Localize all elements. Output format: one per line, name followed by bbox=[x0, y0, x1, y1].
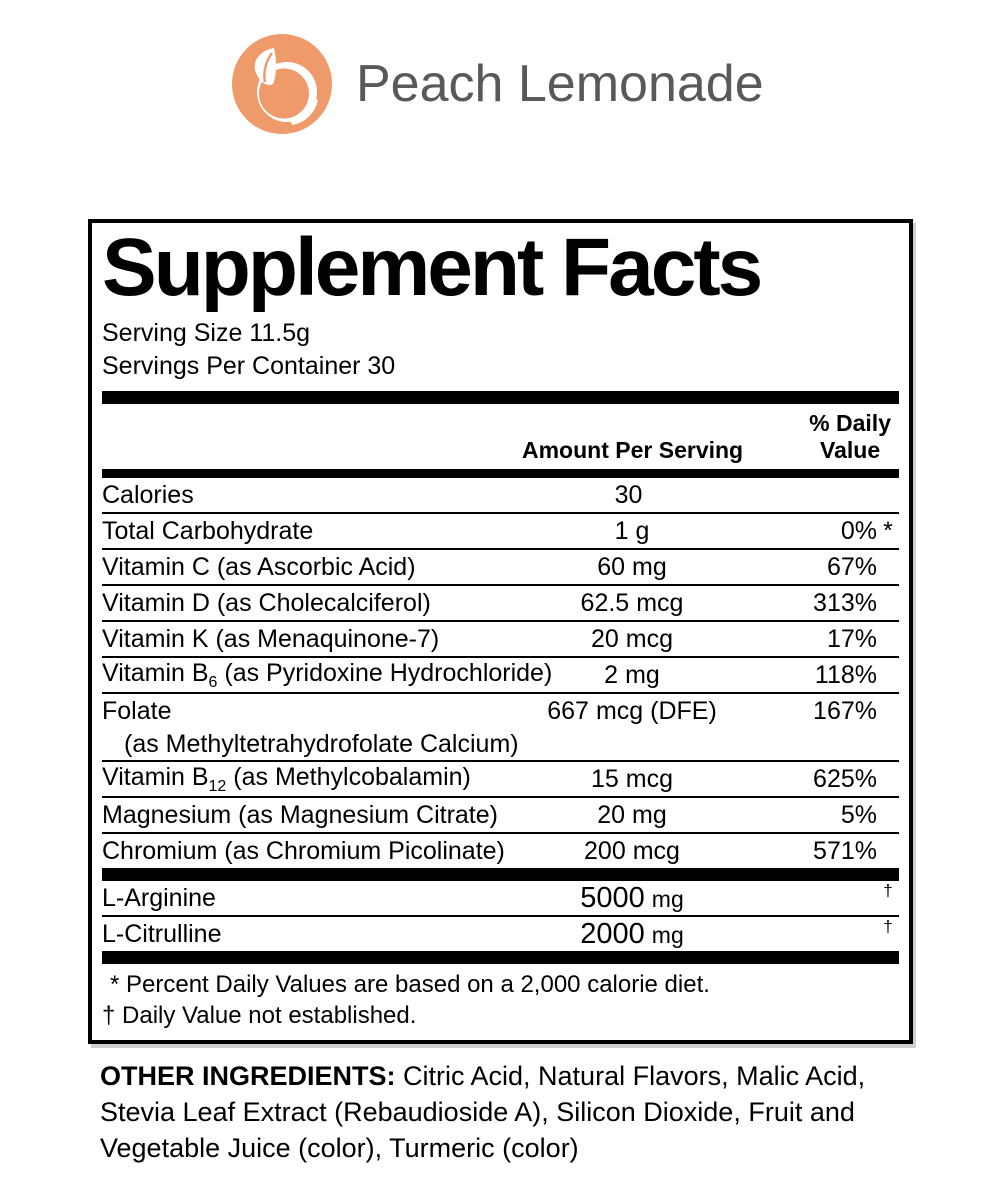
nutrient-amount: 667 mcg (DFE) bbox=[547, 696, 717, 725]
nutrient-name: Magnesium (as Magnesium Citrate) bbox=[102, 800, 498, 829]
nutrient-daily-value: † bbox=[883, 881, 893, 901]
nutrient-amount: 20 mcg bbox=[590, 624, 674, 653]
table-row-vitamin-b12 bbox=[102, 762, 899, 798]
table-row-vitamin-b6 bbox=[102, 658, 899, 694]
folate-main-line bbox=[102, 694, 899, 728]
nutrient-name: Vitamin C (as Ascorbic Acid) bbox=[102, 552, 416, 581]
nutrient-amount: 30 bbox=[614, 480, 643, 509]
nutrient-daily-value: 17% bbox=[826, 624, 877, 653]
footnote-asterisk: * Percent Daily Values are based on a 2,000 calorie diet. bbox=[110, 971, 710, 999]
table-header-row bbox=[102, 404, 899, 469]
divider-thick-middle bbox=[102, 868, 899, 881]
nutrient-name: L-Arginine bbox=[102, 883, 216, 912]
nutrient-daily-value: 5% bbox=[840, 800, 877, 829]
table-row-vitamin-c bbox=[102, 550, 899, 586]
nutrient-name: Total Carbohydrate bbox=[102, 516, 314, 545]
servings-per-container: Servings Per Container 30 bbox=[102, 351, 396, 380]
amount-per-serving-header: Amount Per Serving bbox=[522, 437, 744, 464]
nutrient-name: Vitamin $B_{12}$ (as Methylcobalamin) bbox=[102, 762, 471, 795]
nutrient-amount: 60 mg bbox=[597, 552, 667, 581]
table-row-chromium bbox=[102, 834, 899, 868]
nutrient-name-secondary: (as Methyltetrahydrofolate Calcium) bbox=[124, 729, 519, 758]
divider-thick-bottom bbox=[102, 951, 899, 964]
nutrient-amount: 2000 mg bbox=[580, 917, 684, 950]
nutrient-daily-value: 625% bbox=[813, 764, 877, 793]
nutrient-daily-value: 167% bbox=[813, 696, 877, 725]
divider-thick-top bbox=[102, 391, 899, 404]
nutrient-daily-value: 118% bbox=[814, 660, 877, 689]
table-row-calories bbox=[102, 478, 899, 514]
nutrient-name: Vitamin D (as Cholecalciferol) bbox=[102, 588, 431, 617]
table-row-l-arginine bbox=[102, 881, 899, 917]
brand-header bbox=[0, 0, 1000, 135]
nutrient-amount: 20 mg bbox=[597, 800, 667, 829]
other-ingredients bbox=[100, 1058, 902, 1167]
nutrient-name: Folate bbox=[102, 696, 172, 725]
nutrient-name: Calories bbox=[102, 480, 194, 509]
serving-size: Serving Size 11.5g bbox=[102, 318, 310, 347]
nutrient-amount: 62.5 mcg bbox=[580, 588, 684, 617]
nutrient-amount: 200 mcg bbox=[584, 836, 680, 865]
nutrient-daily-value: 67% bbox=[826, 552, 877, 581]
divider-medium-header bbox=[102, 469, 899, 478]
nutrient-amount: 2 mg bbox=[604, 660, 660, 689]
flavor-name: Peach Lemonade bbox=[356, 55, 764, 113]
table-row-vitamin-d bbox=[102, 586, 899, 622]
nutrient-name: Chromium (as Chromium Picolinate) bbox=[102, 836, 505, 865]
table-row-magnesium bbox=[102, 798, 899, 834]
supplement-facts-panel bbox=[88, 219, 913, 1044]
nutrient-amount: 15 mcg bbox=[590, 764, 674, 793]
panel-title: Supplement Facts bbox=[102, 222, 761, 313]
footnotes bbox=[102, 964, 899, 1035]
table-row-folate bbox=[102, 694, 899, 762]
table-row-vitamin-k bbox=[102, 622, 899, 658]
nutrient-name: Vitamin K (as Menaquinone-7) bbox=[102, 624, 440, 653]
table-row-l-citrulline bbox=[102, 917, 899, 951]
nutrient-amount: 5000 mg bbox=[580, 881, 684, 914]
nutrient-name: L-Citrulline bbox=[102, 919, 222, 948]
nutrient-amount: 1 g bbox=[614, 516, 650, 545]
daily-value-header-line1: % Daily bbox=[809, 409, 891, 436]
other-ingredients-label: OTHER INGREDIENTS: bbox=[100, 1060, 396, 1091]
peach-logo-icon bbox=[232, 34, 332, 134]
daily-value-header bbox=[809, 410, 899, 464]
nutrient-daily-value: 313% bbox=[813, 588, 877, 617]
nutrient-daily-value: 0% * bbox=[840, 516, 893, 545]
serving-info bbox=[102, 317, 899, 383]
footnote-dagger: † Daily Value not established. bbox=[102, 1002, 417, 1030]
nutrient-daily-value: 571% bbox=[813, 836, 877, 865]
nutrient-daily-value: † bbox=[883, 917, 893, 937]
other-ingredients-text: Citric Acid, Natural Flavors, Malic Acid, Stevia Leaf Extract (Rebaudioside A), Silicon Dioxide, Fruit and Vegetable Juice (color), Turmeric (color) bbox=[100, 1060, 866, 1164]
table-row-total-carbohydrate bbox=[102, 514, 899, 550]
nutrient-name: Vitamin $B_6$ (as Pyridoxine Hydrochloride) bbox=[102, 658, 553, 691]
daily-value-header-line2: Value bbox=[820, 437, 881, 464]
